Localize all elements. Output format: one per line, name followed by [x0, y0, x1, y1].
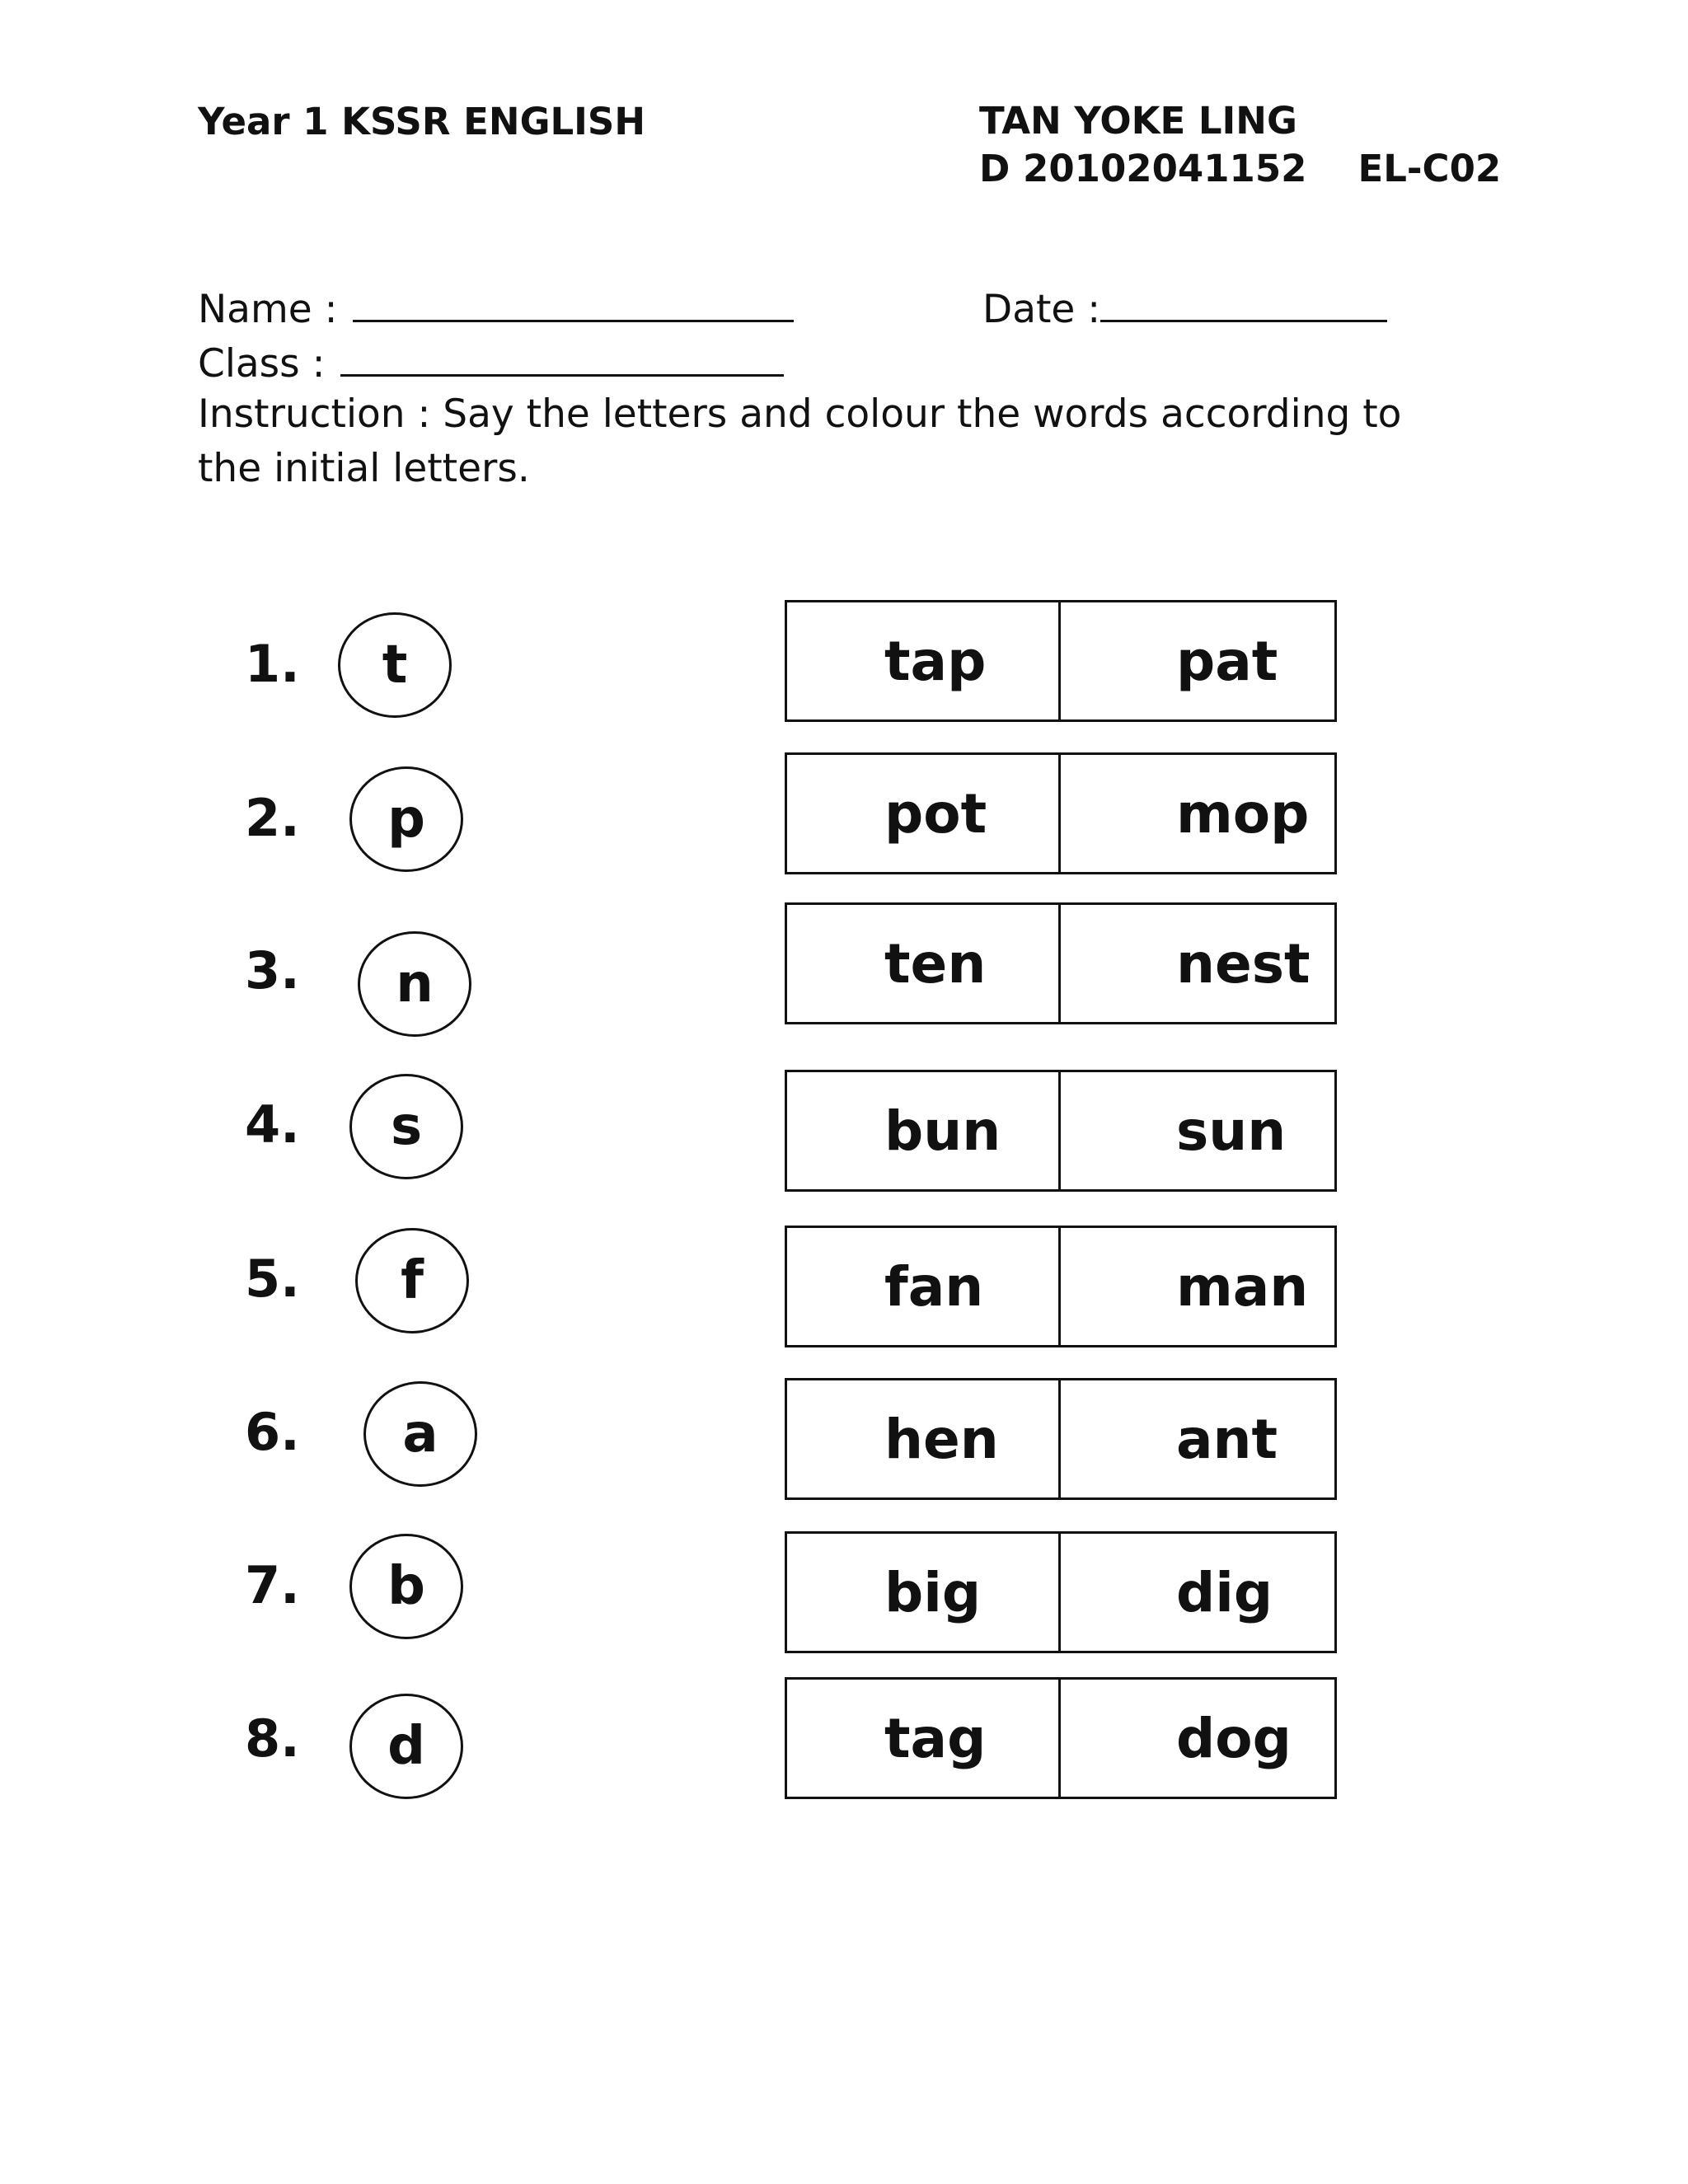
- date-blank-line[interactable]: [1100, 284, 1387, 322]
- word-right[interactable]: nest: [1176, 931, 1311, 996]
- letter-circle: [358, 931, 471, 1037]
- row-number: 1.: [245, 634, 300, 694]
- word-pair-box: [785, 600, 1337, 722]
- word-left[interactable]: fan: [787, 1228, 1061, 1345]
- word-left[interactable]: big: [787, 1534, 1061, 1651]
- letter: t: [382, 635, 408, 696]
- letter: a: [402, 1404, 438, 1465]
- course-code: EL-C02: [1357, 147, 1502, 190]
- letter: s: [390, 1096, 423, 1157]
- row-number: 2.: [245, 788, 300, 848]
- letter: b: [387, 1556, 425, 1617]
- word-right[interactable]: sun: [1176, 1099, 1287, 1163]
- word-left[interactable]: bun: [787, 1072, 1061, 1189]
- row-number: 4.: [245, 1094, 300, 1155]
- word-left[interactable]: hen: [787, 1380, 1061, 1497]
- class-label: Class :: [198, 341, 326, 387]
- word-pair-box: [785, 1531, 1337, 1653]
- word-pair-box: [785, 902, 1337, 1024]
- class-field[interactable]: [198, 338, 784, 389]
- word-left[interactable]: tap: [787, 602, 1061, 719]
- word-right[interactable]: pat: [1176, 629, 1278, 693]
- word-left[interactable]: ten: [787, 905, 1061, 1022]
- word-pair-box: [785, 752, 1337, 874]
- worksheet-title: Year 1 KSSR ENGLISH: [198, 100, 645, 143]
- name-field[interactable]: [198, 284, 794, 335]
- letter: f: [401, 1250, 424, 1311]
- row-number: 3.: [245, 940, 300, 1001]
- letter: d: [387, 1716, 425, 1777]
- word-right[interactable]: mop: [1176, 781, 1310, 846]
- date-field[interactable]: [982, 284, 1387, 335]
- date-label: Date :: [982, 287, 1101, 332]
- word-pair-box: [785, 1226, 1337, 1347]
- author-block: [979, 97, 1501, 193]
- letter-circle: [355, 1228, 469, 1333]
- row-number: 5.: [245, 1249, 300, 1309]
- instruction-text: Instruction : Say the letters and colour the words according to the initial letters.: [198, 391, 1402, 491]
- letter-circle: [363, 1381, 477, 1487]
- word-pair-box: [785, 1070, 1337, 1192]
- author-id: D 20102041152: [979, 147, 1307, 190]
- row-number: 7.: [245, 1555, 300, 1615]
- letter-circle: [349, 766, 463, 872]
- word-pair-box: [785, 1378, 1337, 1500]
- row-number: 8.: [245, 1708, 300, 1769]
- word-right[interactable]: ant: [1176, 1407, 1278, 1471]
- word-pair-box: [785, 1677, 1337, 1799]
- row-number: 6.: [245, 1402, 300, 1462]
- letter: n: [396, 954, 434, 1015]
- name-label: Name :: [198, 287, 338, 332]
- word-left[interactable]: tag: [787, 1680, 1061, 1797]
- word-left[interactable]: pot: [787, 755, 1061, 872]
- class-blank-line[interactable]: [340, 338, 784, 377]
- author-name: TAN YOKE LING: [979, 99, 1297, 143]
- name-blank-line[interactable]: [353, 284, 794, 322]
- word-right[interactable]: man: [1176, 1254, 1309, 1319]
- letter-circle: [349, 1074, 463, 1179]
- word-right[interactable]: dig: [1176, 1560, 1273, 1624]
- letter-circle: [349, 1694, 463, 1799]
- word-right[interactable]: dog: [1176, 1706, 1292, 1770]
- letter: p: [387, 789, 425, 850]
- author-id-line: [979, 145, 1501, 193]
- letter-circle: [338, 612, 452, 718]
- letter-circle: [349, 1534, 463, 1639]
